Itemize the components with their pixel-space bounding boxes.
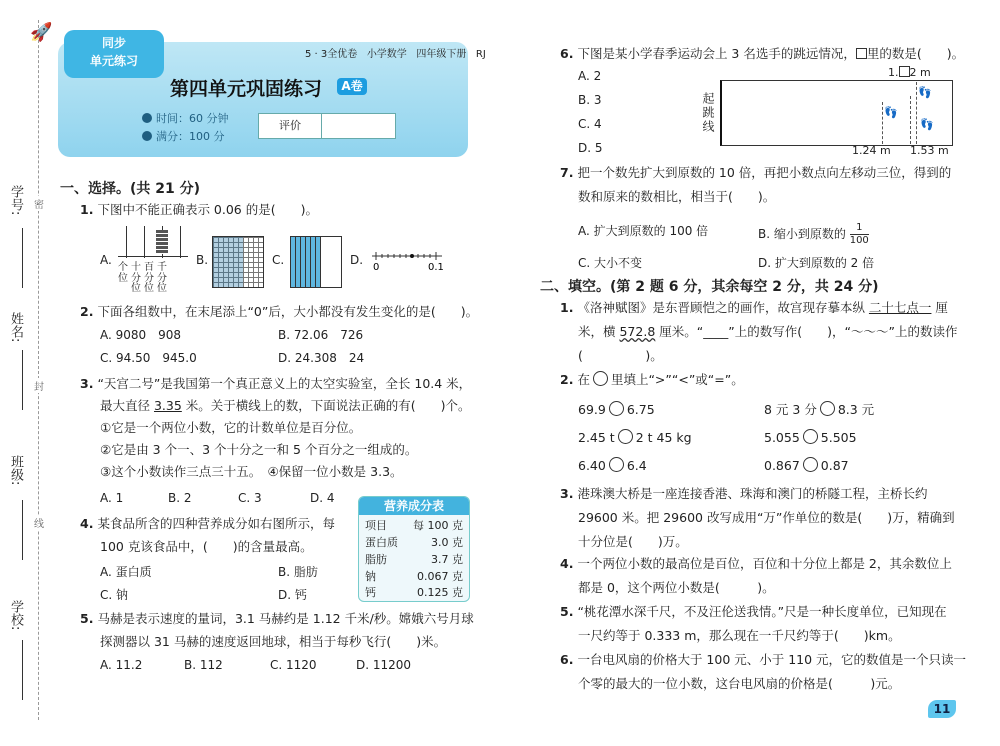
compare-right: 6.75	[626, 402, 655, 417]
f2-text-b: 里填上“>”“<”或“=”。	[610, 372, 744, 387]
name-label: 姓名:	[8, 312, 23, 343]
seal-mi: 密	[34, 196, 44, 211]
number-line-zero: 0	[373, 262, 380, 272]
page-title: 第四单元巩固练习	[170, 78, 323, 100]
tenth-strips	[290, 236, 342, 288]
q7-opt-d: D. 扩大到原数的 2 倍	[758, 256, 875, 270]
q3-statement2: ②它是由 3 个一、3 个十分之一和 5 个百分之一组成的。	[100, 442, 418, 457]
f1-text1a: 《洛神赋图》是东晋顾恺之的画作，故宫现存摹本纵	[577, 300, 869, 315]
compare-circle[interactable]	[803, 457, 818, 472]
q3-text2b: 米。关于横线上的数，下面说法正确的有( )个。	[181, 398, 471, 413]
f3-num: 3.	[560, 486, 574, 501]
f1-text2a: 米，横	[578, 324, 620, 339]
q6	[560, 44, 964, 64]
compare-left: 2.45 t	[578, 430, 615, 445]
nutrition-title: 营养成分表	[359, 497, 469, 515]
sync-unit-badge	[64, 30, 164, 78]
compare-left: 5.055	[764, 430, 800, 445]
q5-text1: 马赫是表示速度的量词，3.1 马赫约是 1.12 千米/秒。嫦娥六号月球	[97, 611, 474, 626]
q4-opt-d: D. 钙	[278, 588, 307, 602]
f1-wavy-sample: ～～～	[850, 324, 889, 339]
jump-top-label	[888, 66, 931, 79]
q7-text2: 数和原来的数相比，相当于( )。	[578, 189, 776, 204]
q2	[80, 302, 478, 322]
q4-line1	[80, 514, 335, 534]
student-no-line	[22, 228, 24, 288]
f4-num: 4.	[560, 556, 574, 571]
seal-feng: 封	[34, 378, 44, 393]
q4-opt-c: C. 钠	[100, 588, 129, 602]
q7-text1: 把一个数先扩大到原数的 10 倍，再把小数点向左移动三位，得到的	[577, 165, 952, 180]
nutrition-value: 3.7 克	[431, 553, 463, 566]
compare-right: 0.87	[820, 458, 849, 473]
section1-title: 一、选择。(共 21 分)	[60, 181, 201, 197]
abacus-sub2-4: 位	[157, 283, 170, 294]
q5-opt-a: A. 11.2	[100, 658, 143, 672]
nutrition-key: 项目	[365, 519, 387, 532]
q3-underlined-number: 3.35	[153, 398, 182, 413]
compare-circle[interactable]	[609, 457, 624, 472]
f5-num: 5.	[560, 604, 574, 619]
f4-text1: 一个两位小数的最高位是百位，百位和十分位上都是 2，其余数位上	[577, 556, 952, 571]
jump-mark-line	[910, 96, 912, 144]
q7-opt-c: C. 大小不变	[578, 256, 643, 270]
f1-line2	[578, 322, 957, 342]
nutrition-key: 钙	[365, 586, 376, 599]
f1-underline-sample: ____	[703, 324, 729, 339]
fraction-denominator: 100	[849, 235, 869, 246]
q1-opt-b: B.	[196, 253, 209, 267]
q6-num: 6.	[560, 46, 574, 61]
abacus-sub-3: 分	[144, 273, 157, 284]
nutrition-row	[365, 584, 463, 600]
f2-text-a: 在	[577, 372, 590, 387]
f2-num: 2.	[560, 372, 574, 387]
nutrition-row	[365, 551, 463, 567]
f1-text3: ( )。	[578, 348, 663, 363]
abacus-sub2-3: 位	[144, 283, 157, 294]
nutrition-key: 脂肪	[365, 553, 387, 566]
q2-opt-c: C. 94.50 945.0	[100, 351, 197, 365]
score-text: 满分：100 分	[156, 130, 225, 143]
q2-num: 2.	[80, 304, 94, 319]
q4-text1: 某食品所含的四种营养成分如右图所示，每	[97, 516, 335, 531]
f1-wavy-number: 572.8	[619, 324, 656, 339]
blank-square-icon	[856, 48, 867, 59]
blank-circle-icon	[593, 371, 608, 386]
abacus-figure	[118, 224, 190, 294]
q4-opt-b: B. 脂肪	[278, 565, 318, 579]
footprint-icon: 👣	[918, 86, 932, 99]
q5-opt-c: C. 1120	[270, 658, 317, 672]
compare-right: 8.3 元	[837, 402, 875, 417]
f5-line1	[560, 602, 947, 622]
q2-opt-a: A. 9080 908	[100, 328, 182, 342]
class-label: 班级:	[8, 455, 23, 486]
compare-circle[interactable]	[609, 401, 624, 416]
nutrition-row	[365, 517, 463, 533]
q3-statement1: ①它是一个两位小数，它的计数单位是百分位。	[100, 420, 362, 435]
q6-opt-b: B. 3	[578, 93, 602, 107]
q5-opt-b: B. 112	[184, 658, 223, 672]
f6-line1	[560, 650, 966, 670]
f1-line1	[560, 298, 948, 318]
abacus-label-ge: 个	[118, 262, 131, 273]
nutrition-row	[365, 568, 463, 584]
compare-circle[interactable]	[618, 429, 633, 444]
compare-right: 5.505	[820, 430, 857, 445]
jump-length-2: 1.53 m	[910, 144, 949, 157]
q2-text: 下面各组数中，在末尾添上“0”后，大小都没有发生变化的是( )。	[97, 304, 479, 319]
q5-line1	[80, 609, 474, 629]
q5-num: 5.	[80, 611, 94, 626]
abacus-label-qian: 千	[157, 262, 170, 273]
fraction	[850, 222, 869, 247]
q6-text-a: 下图是某小学春季运动会上 3 名选手的跳远情况，	[577, 46, 856, 61]
abacus-label-bai: 百	[144, 262, 157, 273]
jump-top-label-b: 2 m	[909, 66, 931, 79]
q4-num: 4.	[80, 516, 94, 531]
q7-opt-a: A. 扩大到原数的 100 倍	[578, 224, 709, 238]
compare-right: 2 t 45 kg	[635, 430, 692, 445]
compare-item	[764, 400, 874, 420]
number-line	[368, 248, 448, 272]
f6-text1: 一台电风扇的价格大于 100 元、小于 110 元，它的数值是一个只读一	[577, 652, 967, 667]
edition-label: RJ	[475, 49, 486, 60]
nutrition-value: 3.0 克	[431, 536, 463, 549]
q6-opt-d: D. 5	[578, 141, 603, 155]
q7-opt-b	[758, 222, 869, 247]
q1-opt-a: A.	[100, 253, 112, 267]
series-label: 5 · 3全优卷	[305, 49, 358, 60]
compare-left: 69.9	[578, 402, 606, 417]
subject-label: 小学数学	[366, 49, 407, 60]
version-tag: A卷	[337, 78, 367, 95]
q6-opt-c: C. 4	[578, 117, 602, 131]
jump-length-1: 1.24 m	[852, 144, 891, 157]
q3-num: 3.	[80, 376, 94, 391]
compare-left: 6.40	[578, 458, 606, 473]
compare-circle[interactable]	[803, 429, 818, 444]
footprint-icon: 👣	[884, 106, 898, 119]
q3-text2a: 最大直径	[100, 398, 154, 413]
compare-item	[578, 456, 647, 476]
q6-text-b: 里的数是( )。	[866, 46, 965, 61]
nutrition-value: 每 100 克	[413, 519, 463, 532]
f6-text2: 个零的最大的一位小数，这台电风扇的价格是( )元。	[578, 676, 901, 691]
q2-opt-b: B. 72.06 726	[278, 328, 364, 342]
f2	[560, 370, 744, 390]
f1-text2f: ”上的数读作	[888, 324, 958, 339]
evaluation-label: 评价	[259, 114, 322, 138]
q5-text2: 探测器以 31 马赫的速度返回地球，相当于每秒飞行( )米。	[100, 634, 447, 649]
q1-opt-d: D.	[350, 253, 364, 267]
compare-left: 8 元 3 分	[764, 402, 817, 417]
compare-item	[764, 428, 857, 448]
q1-opt-c: C.	[272, 253, 285, 267]
q1-text: 下图中不能正确表示 0.06 的是( )。	[97, 202, 318, 217]
series-info	[305, 45, 486, 60]
f5-text1: “桃花潭水深千尺，不及汪伦送我情。”尺是一种长度单位，已知现在	[577, 604, 947, 619]
seal-xian: 线	[34, 515, 44, 530]
check-icon	[142, 131, 152, 141]
jump-top-label-a: 1.	[888, 66, 899, 79]
name-line	[22, 350, 24, 410]
school-line	[22, 640, 24, 700]
q7-line1	[560, 163, 951, 183]
compare-item	[764, 456, 849, 476]
q2-opt-d: D. 24.308 24	[278, 351, 365, 365]
f1-num: 1.	[560, 300, 574, 315]
abacus-sub-4: 分	[157, 273, 170, 284]
compare-item	[578, 400, 655, 420]
abacus-label-shi: 十	[131, 262, 144, 273]
q6-opt-a: A. 2	[578, 69, 602, 83]
clock-icon	[142, 113, 152, 123]
badge-line1: 同步	[101, 36, 126, 50]
compare-right: 6.4	[626, 458, 647, 473]
number-line-point-one: 0.1	[428, 262, 444, 272]
f3-text1: 港珠澳大桥是一座连接香港、珠海和澳门的桥隧工程，主桥长约	[577, 486, 928, 501]
f1-text2d: ”上的数写作( )，“	[728, 324, 851, 339]
compare-left: 0.867	[764, 458, 800, 473]
q1	[80, 200, 318, 220]
f3-text2: 29600 米。把 29600 改写成用“万”作单位的数是( )万，精确到	[578, 510, 955, 525]
q3-opt-c: C. 3	[238, 491, 262, 505]
time-text: 时间：60 分钟	[156, 112, 229, 125]
grade-label: 四年级下册	[416, 49, 467, 60]
f3-line1	[560, 484, 927, 504]
abacus-sub2-2: 位	[131, 283, 144, 294]
hundred-grid	[212, 236, 264, 288]
section2-title: 二、填空。(第 2 题 6 分，其余每空 2 分，共 24 分)	[540, 279, 879, 295]
q3-text1: “天宫二号”是我国第一个真正意义上的太空实验室，全长 10.4 米，	[97, 376, 472, 391]
f1-text1b: 厘	[931, 300, 948, 315]
q3-opt-b: B. 2	[168, 491, 192, 505]
q7-num: 7.	[560, 165, 574, 180]
fraction-numerator: 1	[850, 222, 869, 235]
footprint-icon: 👣	[920, 118, 934, 131]
compare-circle[interactable]	[820, 401, 835, 416]
nutrition-key: 蛋白质	[365, 536, 398, 549]
binding-dashed-line	[38, 20, 39, 720]
evaluation-box	[258, 113, 396, 139]
f1-text2b: 厘米。“	[655, 324, 704, 339]
compare-item	[578, 428, 692, 448]
q3-opt-d: D. 4	[310, 491, 335, 505]
q7-opt-b-text: B. 缩小到原数的	[758, 227, 846, 241]
q4-text2: 100 克该食品中，( )的含量最高。	[100, 539, 313, 554]
nutrition-value: 0.125 克	[417, 586, 463, 599]
abacus-sub-1: 位	[118, 273, 131, 284]
f4-text2: 都是 0，这个两位小数是( )。	[578, 580, 775, 595]
badge-line2: 单元练习	[89, 54, 138, 68]
time-info	[142, 110, 229, 126]
f1-underlined: 二十七点一	[868, 300, 932, 315]
q4-opt-a: A. 蛋白质	[100, 565, 152, 579]
jump-blank-square-icon	[899, 66, 910, 77]
nutrition-row	[365, 534, 463, 550]
nutrition-table	[358, 496, 470, 602]
abacus-sub-2: 分	[131, 273, 144, 284]
f6-num: 6.	[560, 652, 574, 667]
q3-statement3: ③这个小数读作三点三十五。 ④保留一位小数是 3.3。	[100, 464, 403, 479]
q3-opt-a: A. 1	[100, 491, 124, 505]
nutrition-key: 钠	[365, 570, 376, 583]
q5-opt-d: D. 11200	[356, 658, 412, 672]
nutrition-value: 0.067 克	[417, 570, 463, 583]
q3-line1	[80, 374, 471, 394]
f3-text3: 十分位是( )万。	[578, 534, 688, 549]
student-no-label: 学号:	[8, 185, 23, 216]
q3-line2	[100, 396, 471, 416]
page-number: 11	[928, 700, 956, 718]
score-info	[142, 128, 225, 144]
class-line	[22, 500, 24, 560]
school-label: 学校:	[8, 600, 23, 631]
f4-line1	[560, 554, 952, 574]
rocket-icon: 🚀	[30, 22, 53, 43]
q1-num: 1.	[80, 202, 94, 217]
start-line-label: 起跳线	[701, 92, 715, 134]
f5-text2: 一尺约等于 0.333 m，那么现在一千尺约等于( )km。	[578, 628, 901, 643]
